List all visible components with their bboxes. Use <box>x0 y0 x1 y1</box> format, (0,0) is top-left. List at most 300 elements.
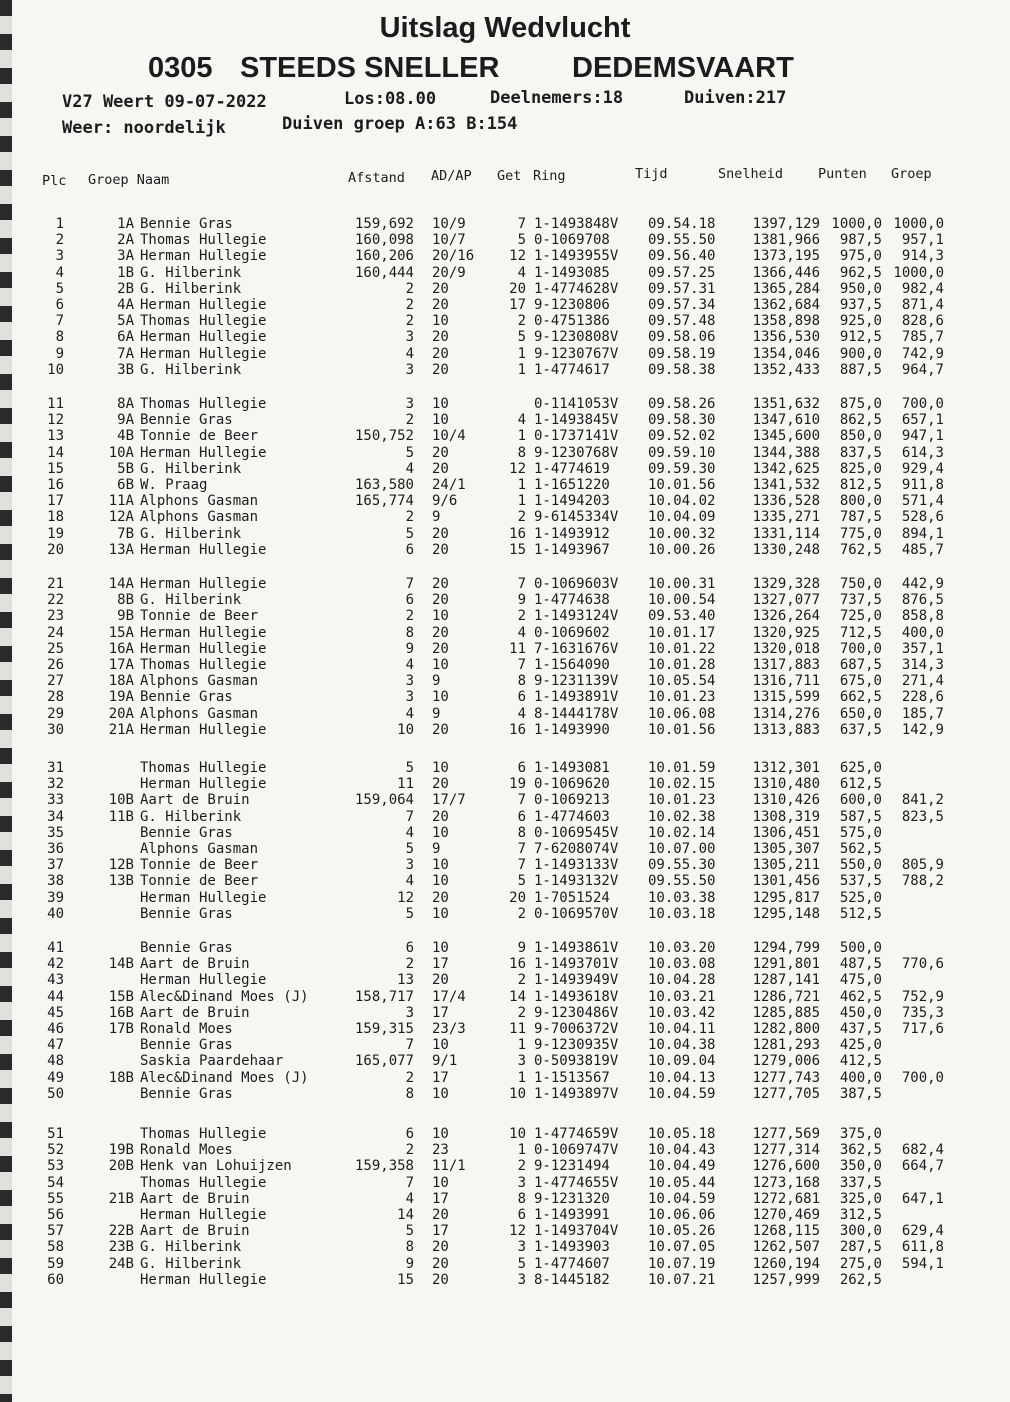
cell-ring: 9-1230806 <box>534 297 610 313</box>
cell-adap: 10 <box>432 1037 449 1054</box>
cell-afst: 5 <box>405 525 414 542</box>
cell-grpp: 858,8 <box>901 608 944 625</box>
cell-plc: 14 <box>47 444 64 461</box>
cell-pnt: 500,0 <box>839 940 882 956</box>
cell-tijd: 10.03.21 <box>648 988 716 1005</box>
cell-pnt: 450,0 <box>839 1004 882 1021</box>
cell-grpp: 805,9 <box>901 857 944 874</box>
cell-afst: 8 <box>405 1085 414 1102</box>
cell-grp: 14A <box>108 576 134 592</box>
cell-grp: 9A <box>117 412 134 429</box>
cell-naam: Thomas Hullegie <box>140 313 267 330</box>
cell-pnt: 587,5 <box>839 808 882 825</box>
cell-tijd: 10.04.49 <box>648 1158 716 1175</box>
cell-adap: 10 <box>432 905 449 922</box>
cell-grpp: 964,7 <box>901 361 944 378</box>
cell-afst: 3 <box>405 689 414 706</box>
cell-adap: 17 <box>432 1223 449 1240</box>
cell-ring: 1-1493949V <box>534 972 619 989</box>
cell-get: 2 <box>517 509 526 526</box>
cell-pnt: 375,0 <box>839 1126 882 1142</box>
cell-plc: 3 <box>55 248 64 265</box>
cell-grpp: 742,9 <box>901 345 944 362</box>
cell-ring: 1-4774659V <box>534 1126 619 1142</box>
cell-plc: 50 <box>47 1085 64 1102</box>
cell-naam: G. Hilberink <box>140 808 242 825</box>
cell-get: 16 <box>509 721 526 738</box>
cell-tijd: 10.01.28 <box>648 657 716 673</box>
cell-afst: 11 <box>397 776 414 793</box>
cell-get: 7 <box>517 792 526 809</box>
cell-snel: 1352,433 <box>752 361 820 378</box>
cell-ring: 1-1493701V <box>534 956 619 973</box>
cell-get: 8 <box>517 824 526 841</box>
cell-grpp: 594,1 <box>901 1255 944 1272</box>
cell-afst: 160,098 <box>354 232 414 249</box>
cell-grp: 21B <box>108 1190 134 1207</box>
cell-ring: 1-1493897V <box>534 1085 619 1102</box>
cell-adap: 10 <box>432 396 449 412</box>
cell-grp: 7A <box>117 345 134 362</box>
column-header-tijd: Tijd <box>635 166 668 182</box>
cell-plc: 21 <box>47 576 64 592</box>
cell-afst: 5 <box>405 841 414 857</box>
cell-snel: 1308,319 <box>752 808 820 825</box>
cell-ring: 1-7051524 <box>534 889 610 906</box>
cell-ring: 1-4774617 <box>534 361 610 378</box>
cell-adap: 20 <box>432 460 449 477</box>
cell-grp: 16A <box>108 640 134 657</box>
cell-adap: 17 <box>432 956 449 973</box>
cell-tijd: 09.55.50 <box>648 232 716 249</box>
cell-tijd: 09.56.40 <box>648 248 716 265</box>
cell-adap: 20 <box>432 640 449 657</box>
cell-grp: 9B <box>117 608 134 625</box>
cell-naam: Herman Hullegie <box>140 1271 267 1288</box>
cell-plc: 46 <box>47 1021 64 1037</box>
cell-naam: Bennie Gras <box>140 824 233 841</box>
cell-grpp: 876,5 <box>901 592 944 609</box>
cell-tijd: 09.52.02 <box>648 428 716 445</box>
cell-grpp: 700,0 <box>901 1069 944 1086</box>
cell-snel: 1315,599 <box>752 689 820 706</box>
cell-grp: 15A <box>108 624 134 641</box>
cell-snel: 1273,168 <box>752 1174 820 1191</box>
cell-grpp: 894,1 <box>901 525 944 542</box>
cell-pnt: 437,5 <box>839 1021 882 1037</box>
cell-grpp: 185,7 <box>901 705 944 722</box>
cell-get: 1 <box>517 345 526 362</box>
cell-grpp: 788,2 <box>901 873 944 890</box>
cell-ring: 1-1493990 <box>534 721 610 738</box>
cell-snel: 1327,077 <box>752 592 820 609</box>
cell-grp: 11A <box>108 493 134 510</box>
cell-grp: 19A <box>108 689 134 706</box>
cell-grpp: 647,1 <box>901 1190 944 1207</box>
cell-adap: 10 <box>432 412 449 429</box>
cell-get: 1 <box>517 361 526 378</box>
cell-plc: 20 <box>47 541 64 558</box>
cell-pnt: 312,5 <box>839 1207 882 1223</box>
cell-grp: 8A <box>117 396 134 412</box>
cell-naam: Thomas Hullegie <box>140 657 267 673</box>
table-row <box>0 542 1010 560</box>
cell-adap: 10/4 <box>432 428 466 445</box>
column-header-ring: Ring <box>533 168 566 184</box>
cell-adap: 10 <box>432 857 449 874</box>
cell-tijd: 10.06.06 <box>648 1207 716 1223</box>
cell-tijd: 10.07.19 <box>648 1255 716 1272</box>
cell-afst: 12 <box>397 889 414 906</box>
cell-afst: 3 <box>405 396 414 412</box>
cell-adap: 17/4 <box>432 988 466 1005</box>
cell-naam: Thomas Hullegie <box>140 1126 267 1142</box>
cell-snel: 1268,115 <box>752 1223 820 1240</box>
cell-grp: 8B <box>117 592 134 609</box>
cell-get: 10 <box>509 1126 526 1142</box>
cell-grpp: 914,3 <box>901 248 944 265</box>
cell-grp: 13A <box>108 541 134 558</box>
cell-snel: 1344,388 <box>752 444 820 461</box>
cell-naam: Thomas Hullegie <box>140 760 267 776</box>
cell-plc: 30 <box>47 721 64 738</box>
cell-pnt: 412,5 <box>839 1053 882 1070</box>
cell-grp: 20A <box>108 705 134 722</box>
cell-snel: 1336,528 <box>752 493 820 510</box>
cell-get: 1 <box>517 1037 526 1054</box>
cell-tijd: 10.01.59 <box>648 760 716 776</box>
cell-plc: 37 <box>47 857 64 874</box>
cell-plc: 8 <box>55 329 64 346</box>
cell-plc: 17 <box>47 493 64 510</box>
cell-plc: 4 <box>55 264 64 281</box>
cell-afst: 7 <box>405 808 414 825</box>
cell-afst: 4 <box>405 460 414 477</box>
cell-grp: 18B <box>108 1069 134 1086</box>
cell-tijd: 09.54.18 <box>648 216 716 232</box>
cell-pnt: 1000,0 <box>831 216 882 232</box>
cell-pnt: 425,0 <box>839 1037 882 1054</box>
cell-tijd: 09.58.19 <box>648 345 716 362</box>
cell-grpp: 664,7 <box>901 1158 944 1175</box>
cell-grp: 4B <box>117 428 134 445</box>
cell-snel: 1347,610 <box>752 412 820 429</box>
cell-plc: 22 <box>47 592 64 609</box>
cell-tijd: 10.01.56 <box>648 477 716 493</box>
cell-get: 2 <box>517 313 526 330</box>
cell-naam: Aart de Bruin <box>140 1190 250 1207</box>
cell-ring: 1-1493861V <box>534 940 619 956</box>
cell-naam: Herman Hullegie <box>140 444 267 461</box>
cell-snel: 1310,426 <box>752 792 820 809</box>
cell-plc: 51 <box>47 1126 64 1142</box>
cell-pnt: 662,5 <box>839 689 882 706</box>
cell-adap: 24/1 <box>432 477 466 493</box>
cell-naam: G. Hilberink <box>140 264 242 281</box>
cell-plc: 58 <box>47 1239 64 1256</box>
cell-adap: 9 <box>432 673 441 690</box>
cell-ring: 9-1230808V <box>534 329 619 346</box>
cell-afst: 165,774 <box>354 493 414 510</box>
cell-afst: 9 <box>405 1255 414 1272</box>
page-title: Uitslag Wedvlucht <box>379 12 631 44</box>
club-city: DEDEMSVAART <box>572 52 794 84</box>
cell-afst: 2 <box>405 956 414 973</box>
cell-tijd: 10.04.28 <box>648 972 716 989</box>
cell-afst: 3 <box>405 673 414 690</box>
cell-naam: W. Praag <box>140 477 208 493</box>
cell-tijd: 10.01.22 <box>648 640 716 657</box>
cell-plc: 28 <box>47 689 64 706</box>
cell-tijd: 10.02.14 <box>648 824 716 841</box>
column-header-get: Get <box>497 168 522 184</box>
cell-get: 7 <box>517 657 526 673</box>
cell-plc: 48 <box>47 1053 64 1070</box>
cell-snel: 1373,195 <box>752 248 820 265</box>
cell-naam: Herman Hullegie <box>140 972 267 989</box>
cell-snel: 1316,711 <box>752 673 820 690</box>
cell-pnt: 737,5 <box>839 592 882 609</box>
cell-ring: 0-5093819V <box>534 1053 619 1070</box>
cell-snel: 1281,293 <box>752 1037 820 1054</box>
cell-snel: 1277,569 <box>752 1126 820 1142</box>
cell-pnt: 637,5 <box>839 721 882 738</box>
cell-tijd: 10.01.23 <box>648 792 716 809</box>
cell-ring: 1-1564090 <box>534 657 610 673</box>
cell-tijd: 10.06.08 <box>648 705 716 722</box>
cell-afst: 165,077 <box>354 1053 414 1070</box>
cell-pnt: 812,5 <box>839 477 882 493</box>
cell-adap: 17/7 <box>432 792 466 809</box>
cell-naam: Bennie Gras <box>140 905 233 922</box>
cell-afst: 159,315 <box>354 1021 414 1037</box>
cell-grpp: 871,4 <box>901 297 944 313</box>
cell-afst: 2 <box>405 412 414 429</box>
cell-pnt: 350,0 <box>839 1158 882 1175</box>
cell-pnt: 675,0 <box>839 673 882 690</box>
cell-get: 6 <box>517 760 526 776</box>
cell-get: 2 <box>517 972 526 989</box>
cell-grp: 12B <box>108 857 134 874</box>
cell-naam: Bennie Gras <box>140 412 233 429</box>
cell-adap: 9 <box>432 841 441 857</box>
cell-adap: 9/1 <box>432 1053 458 1070</box>
cell-naam: G. Hilberink <box>140 525 242 542</box>
cell-pnt: 950,0 <box>839 280 882 297</box>
cell-tijd: 09.59.10 <box>648 444 716 461</box>
cell-snel: 1285,885 <box>752 1004 820 1021</box>
cell-snel: 1354,046 <box>752 345 820 362</box>
cell-plc: 5 <box>55 280 64 297</box>
cell-naam: G. Hilberink <box>140 280 242 297</box>
cell-snel: 1257,999 <box>752 1271 820 1288</box>
cell-plc: 41 <box>47 940 64 956</box>
cell-afst: 4 <box>405 873 414 890</box>
cell-get: 4 <box>517 624 526 641</box>
cell-naam: Thomas Hullegie <box>140 232 267 249</box>
cell-get: 8 <box>517 1190 526 1207</box>
cell-snel: 1272,681 <box>752 1190 820 1207</box>
cell-afst: 5 <box>405 905 414 922</box>
cell-adap: 23 <box>432 1142 449 1159</box>
cell-snel: 1330,248 <box>752 541 820 558</box>
cell-afst: 2 <box>405 280 414 297</box>
cell-grp: 17A <box>108 657 134 673</box>
cell-afst: 150,752 <box>354 428 414 445</box>
cell-ring: 9-1230486V <box>534 1004 619 1021</box>
cell-naam: Herman Hullegie <box>140 1207 267 1223</box>
cell-naam: Alphons Gasman <box>140 841 259 857</box>
cell-ring: 1-4774628V <box>534 280 619 297</box>
cell-grpp: 314,3 <box>901 657 944 673</box>
cell-afst: 159,358 <box>354 1158 414 1175</box>
cell-snel: 1335,271 <box>752 509 820 526</box>
cell-grpp: 717,6 <box>901 1021 944 1037</box>
cell-naam: Thomas Hullegie <box>140 396 267 412</box>
cell-adap: 9/6 <box>432 493 458 510</box>
cell-plc: 39 <box>47 889 64 906</box>
cell-ring: 9-1230767V <box>534 345 619 362</box>
cell-tijd: 09.58.26 <box>648 396 716 412</box>
cell-plc: 23 <box>47 608 64 625</box>
cell-get: 1 <box>517 477 526 493</box>
cell-adap: 20 <box>432 444 449 461</box>
cell-get: 17 <box>509 297 526 313</box>
cell-ring: 0-1069620 <box>534 776 610 793</box>
cell-grpp: 735,3 <box>901 1004 944 1021</box>
cell-grpp: 528,6 <box>901 509 944 526</box>
cell-plc: 40 <box>47 905 64 922</box>
cell-ring: 9-1231494 <box>534 1158 610 1175</box>
cell-snel: 1366,446 <box>752 264 820 281</box>
cell-tijd: 10.04.59 <box>648 1085 716 1102</box>
cell-snel: 1262,507 <box>752 1239 820 1256</box>
cell-plc: 43 <box>47 972 64 989</box>
cell-plc: 2 <box>55 232 64 249</box>
cell-grp: 24B <box>108 1255 134 1272</box>
cell-grp: 2B <box>117 280 134 297</box>
cell-afst: 4 <box>405 1190 414 1207</box>
table-row <box>0 362 1010 380</box>
cell-ring: 9-1231139V <box>534 673 619 690</box>
cell-get: 5 <box>517 873 526 890</box>
cell-tijd: 10.03.38 <box>648 889 716 906</box>
cell-tijd: 10.04.09 <box>648 509 716 526</box>
cell-grpp: 629,4 <box>901 1223 944 1240</box>
cell-adap: 10 <box>432 760 449 776</box>
cell-snel: 1277,314 <box>752 1142 820 1159</box>
cell-tijd: 09.57.48 <box>648 313 716 330</box>
cell-get: 12 <box>509 248 526 265</box>
cell-naam: Bennie Gras <box>140 1037 233 1054</box>
cell-grp: 23B <box>108 1239 134 1256</box>
cell-get: 1 <box>517 493 526 510</box>
cell-plc: 10 <box>47 361 64 378</box>
cell-tijd: 10.04.38 <box>648 1037 716 1054</box>
cell-pnt: 762,5 <box>839 541 882 558</box>
cell-grpp: 611,8 <box>901 1239 944 1256</box>
cell-afst: 2 <box>405 313 414 330</box>
cell-snel: 1295,817 <box>752 889 820 906</box>
cell-tijd: 10.01.23 <box>648 689 716 706</box>
cell-pnt: 725,0 <box>839 608 882 625</box>
cell-grp: 7B <box>117 525 134 542</box>
cell-naam: Tonnie de Beer <box>140 857 259 874</box>
cell-adap: 10 <box>432 940 449 956</box>
cell-plc: 49 <box>47 1069 64 1086</box>
cell-tijd: 09.55.50 <box>648 873 716 890</box>
cell-naam: Aart de Bruin <box>140 1004 250 1021</box>
cell-naam: Bennie Gras <box>140 216 233 232</box>
cell-naam: Alec&Dinand Moes (J) <box>140 1069 309 1086</box>
cell-get: 5 <box>517 1255 526 1272</box>
cell-afst: 5 <box>405 444 414 461</box>
cell-naam: Herman Hullegie <box>140 776 267 793</box>
cell-adap: 10 <box>432 1085 449 1102</box>
cell-adap: 20/16 <box>432 248 475 265</box>
cell-get: 15 <box>509 541 526 558</box>
cell-pnt: 925,0 <box>839 313 882 330</box>
cell-pnt: 912,5 <box>839 329 882 346</box>
cell-tijd: 10.04.11 <box>648 1021 716 1037</box>
cell-tijd: 10.01.17 <box>648 624 716 641</box>
cell-plc: 18 <box>47 509 64 526</box>
cell-tijd: 09.58.06 <box>648 329 716 346</box>
cell-grpp: 841,2 <box>901 792 944 809</box>
cell-naam: G. Hilberink <box>140 1255 242 1272</box>
birds-count: Duiven:217 <box>684 88 787 108</box>
cell-snel: 1282,800 <box>752 1021 820 1037</box>
cell-adap: 17 <box>432 1069 449 1086</box>
cell-ring: 1-1493967 <box>534 541 610 558</box>
cell-snel: 1320,925 <box>752 624 820 641</box>
cell-naam: G. Hilberink <box>140 460 242 477</box>
cell-tijd: 10.04.02 <box>648 493 716 510</box>
cell-naam: G. Hilberink <box>140 592 242 609</box>
flight-info: V27 Weert 09-07-2022 <box>62 92 267 112</box>
cell-naam: Tonnie de Beer <box>140 873 259 890</box>
cell-pnt: 300,0 <box>839 1223 882 1240</box>
cell-plc: 11 <box>47 396 64 412</box>
cell-afst: 5 <box>405 760 414 776</box>
cell-naam: Tonnie de Beer <box>140 428 259 445</box>
cell-afst: 159,692 <box>354 216 414 232</box>
cell-snel: 1310,480 <box>752 776 820 793</box>
cell-get: 16 <box>509 956 526 973</box>
cell-grpp: 911,8 <box>901 477 944 493</box>
cell-pnt: 825,0 <box>839 460 882 477</box>
cell-pnt: 750,0 <box>839 576 882 592</box>
cell-get: 20 <box>509 889 526 906</box>
cell-afst: 9 <box>405 640 414 657</box>
cell-naam: Aart de Bruin <box>140 792 250 809</box>
cell-tijd: 09.57.34 <box>648 297 716 313</box>
cell-grpp: 614,3 <box>901 444 944 461</box>
cell-plc: 52 <box>47 1142 64 1159</box>
cell-ring: 1-1493133V <box>534 857 619 874</box>
participants-count: Deelnemers:18 <box>490 88 624 108</box>
cell-afst: 14 <box>397 1207 414 1223</box>
cell-pnt: 875,0 <box>839 396 882 412</box>
cell-afst: 4 <box>405 345 414 362</box>
cell-plc: 26 <box>47 657 64 673</box>
cell-naam: G. Hilberink <box>140 361 242 378</box>
cell-tijd: 10.00.32 <box>648 525 716 542</box>
cell-grpp: 1000,0 <box>893 216 944 232</box>
cell-adap: 11/1 <box>432 1158 466 1175</box>
cell-afst: 2 <box>405 297 414 313</box>
cell-ring: 7-1631676V <box>534 640 619 657</box>
